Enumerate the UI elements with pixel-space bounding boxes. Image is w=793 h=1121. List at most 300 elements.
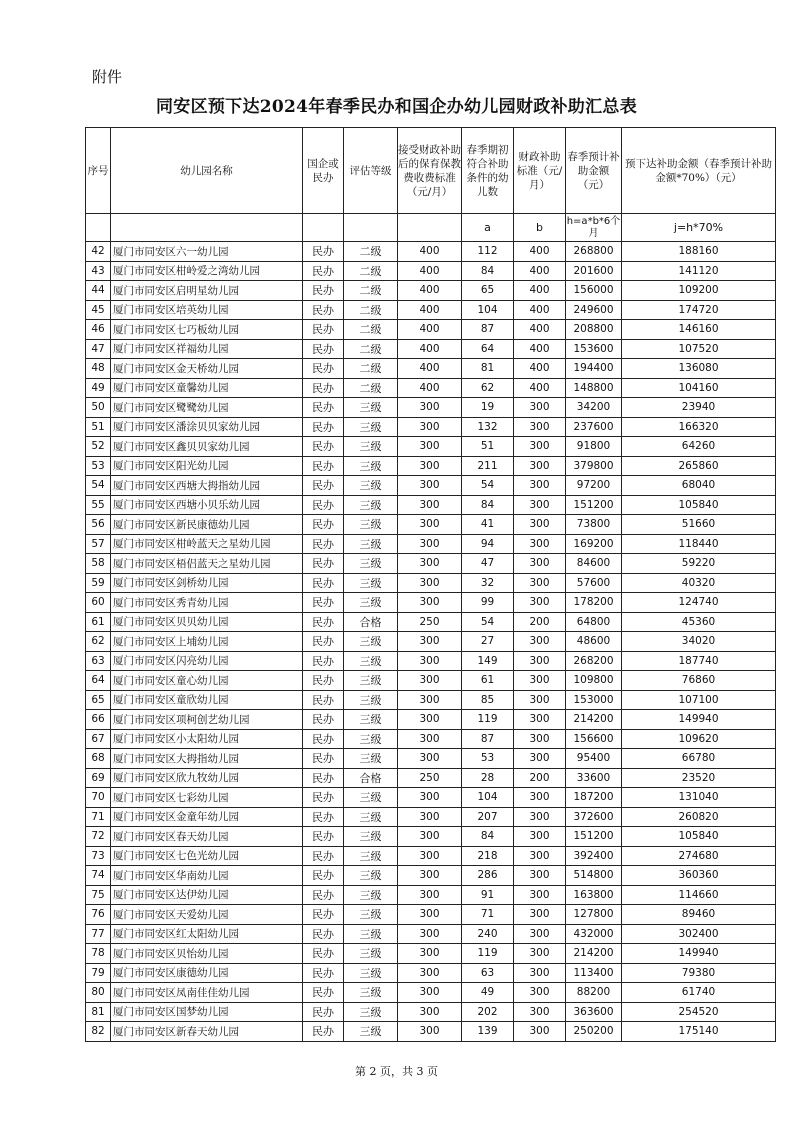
table-row bbox=[86, 1002, 776, 1022]
child-count: 218 bbox=[462, 846, 514, 866]
spring-amount: 156600 bbox=[566, 729, 622, 749]
spring-amount: 64800 bbox=[566, 612, 622, 632]
fee-standard: 300 bbox=[398, 1002, 462, 1022]
issued-amount: 360360 bbox=[622, 866, 776, 886]
issued-amount: 107100 bbox=[622, 690, 776, 710]
spring-amount: 127800 bbox=[566, 905, 622, 925]
table-row bbox=[86, 651, 776, 671]
grade: 二级 bbox=[344, 281, 398, 301]
kindergarten-name: 厦门市同安区康德幼儿园 bbox=[111, 963, 303, 983]
subsidy-standard: 300 bbox=[514, 417, 566, 437]
table-row bbox=[86, 963, 776, 983]
grade: 三级 bbox=[344, 456, 398, 476]
subsidy-standard: 400 bbox=[514, 378, 566, 398]
subsidy-table bbox=[85, 127, 776, 1042]
ownership-type: 民办 bbox=[303, 398, 344, 418]
spring-amount: 88200 bbox=[566, 983, 622, 1003]
ownership-type: 民办 bbox=[303, 456, 344, 476]
subsidy-standard: 300 bbox=[514, 905, 566, 925]
kindergarten-name: 厦门市同安区剑桥幼儿园 bbox=[111, 573, 303, 593]
ownership-type: 民办 bbox=[303, 378, 344, 398]
subsidy-standard: 300 bbox=[514, 398, 566, 418]
spring-amount: 97200 bbox=[566, 476, 622, 496]
table-row bbox=[86, 632, 776, 652]
formula-row bbox=[86, 214, 776, 242]
spring-amount: 214200 bbox=[566, 710, 622, 730]
formula-cell bbox=[344, 214, 398, 242]
formula-cell bbox=[398, 214, 462, 242]
grade: 二级 bbox=[344, 320, 398, 340]
formula-cell: h=a*b*6个月 bbox=[566, 214, 622, 242]
spring-amount: 48600 bbox=[566, 632, 622, 652]
spring-amount: 156000 bbox=[566, 281, 622, 301]
subsidy-standard: 300 bbox=[514, 827, 566, 847]
table-row bbox=[86, 515, 776, 535]
ownership-type: 民办 bbox=[303, 710, 344, 730]
table-row bbox=[86, 671, 776, 691]
issued-amount: 104160 bbox=[622, 378, 776, 398]
row-index: 69 bbox=[86, 768, 111, 788]
fee-standard: 300 bbox=[398, 924, 462, 944]
grade: 二级 bbox=[344, 300, 398, 320]
row-index: 54 bbox=[86, 476, 111, 496]
kindergarten-name: 厦门市同安区西塘大拇指幼儿园 bbox=[111, 476, 303, 496]
issued-amount: 114660 bbox=[622, 885, 776, 905]
child-count: 19 bbox=[462, 398, 514, 418]
table-row bbox=[86, 885, 776, 905]
table-row bbox=[86, 398, 776, 418]
kindergarten-name: 厦门市同安区欣九牧幼儿园 bbox=[111, 768, 303, 788]
table-row bbox=[86, 690, 776, 710]
child-count: 51 bbox=[462, 437, 514, 457]
kindergarten-name: 厦门市同安区潘涂贝贝家幼儿园 bbox=[111, 417, 303, 437]
fee-standard: 400 bbox=[398, 300, 462, 320]
grade: 三级 bbox=[344, 593, 398, 613]
row-index: 55 bbox=[86, 495, 111, 515]
fee-standard: 300 bbox=[398, 944, 462, 964]
kindergarten-name: 厦门市同安区春天幼儿园 bbox=[111, 827, 303, 847]
child-count: 28 bbox=[462, 768, 514, 788]
issued-amount: 149940 bbox=[622, 944, 776, 964]
kindergarten-name: 厦门市同安区柑岭蓝天之星幼儿园 bbox=[111, 534, 303, 554]
row-index: 82 bbox=[86, 1022, 111, 1042]
grade: 三级 bbox=[344, 788, 398, 808]
ownership-type: 民办 bbox=[303, 905, 344, 925]
spring-amount: 91800 bbox=[566, 437, 622, 457]
fee-standard: 400 bbox=[398, 242, 462, 262]
table-row bbox=[86, 866, 776, 886]
issued-amount: 107520 bbox=[622, 339, 776, 359]
spring-amount: 249600 bbox=[566, 300, 622, 320]
spring-amount: 194400 bbox=[566, 359, 622, 379]
row-index: 52 bbox=[86, 437, 111, 457]
issued-amount: 76860 bbox=[622, 671, 776, 691]
table-row bbox=[86, 729, 776, 749]
spring-amount: 432000 bbox=[566, 924, 622, 944]
fee-standard: 400 bbox=[398, 281, 462, 301]
fee-standard: 300 bbox=[398, 1022, 462, 1042]
kindergarten-name: 厦门市同安区童馨幼儿园 bbox=[111, 378, 303, 398]
child-count: 84 bbox=[462, 495, 514, 515]
fee-standard: 300 bbox=[398, 515, 462, 535]
child-count: 84 bbox=[462, 261, 514, 281]
spring-amount: 153600 bbox=[566, 339, 622, 359]
spring-amount: 113400 bbox=[566, 963, 622, 983]
subsidy-standard: 400 bbox=[514, 281, 566, 301]
header-subsidy-standard: 财政补助标准（元/月） bbox=[514, 128, 566, 214]
ownership-type: 民办 bbox=[303, 612, 344, 632]
child-count: 139 bbox=[462, 1022, 514, 1042]
subsidy-standard: 300 bbox=[514, 846, 566, 866]
table-row bbox=[86, 456, 776, 476]
ownership-type: 民办 bbox=[303, 729, 344, 749]
row-index: 47 bbox=[86, 339, 111, 359]
spring-amount: 208800 bbox=[566, 320, 622, 340]
table-row bbox=[86, 905, 776, 925]
child-count: 132 bbox=[462, 417, 514, 437]
child-count: 47 bbox=[462, 554, 514, 574]
subsidy-standard: 300 bbox=[514, 632, 566, 652]
row-index: 42 bbox=[86, 242, 111, 262]
subsidy-standard: 400 bbox=[514, 261, 566, 281]
ownership-type: 民办 bbox=[303, 788, 344, 808]
fee-standard: 300 bbox=[398, 729, 462, 749]
fee-standard: 300 bbox=[398, 866, 462, 886]
issued-amount: 136080 bbox=[622, 359, 776, 379]
issued-amount: 141120 bbox=[622, 261, 776, 281]
header-type: 国企或民办 bbox=[303, 128, 344, 214]
issued-amount: 302400 bbox=[622, 924, 776, 944]
table-row bbox=[86, 924, 776, 944]
table-row bbox=[86, 417, 776, 437]
ownership-type: 民办 bbox=[303, 515, 344, 535]
issued-amount: 254520 bbox=[622, 1002, 776, 1022]
subsidy-standard: 300 bbox=[514, 788, 566, 808]
subsidy-standard: 300 bbox=[514, 866, 566, 886]
subsidy-standard: 400 bbox=[514, 339, 566, 359]
grade: 三级 bbox=[344, 749, 398, 769]
kindergarten-name: 厦门市同安区小太阳幼儿园 bbox=[111, 729, 303, 749]
spring-amount: 178200 bbox=[566, 593, 622, 613]
grade: 三级 bbox=[344, 417, 398, 437]
subsidy-standard: 400 bbox=[514, 359, 566, 379]
fee-standard: 300 bbox=[398, 534, 462, 554]
child-count: 41 bbox=[462, 515, 514, 535]
issued-amount: 23940 bbox=[622, 398, 776, 418]
kindergarten-name: 厦门市同安区红太阳幼儿园 bbox=[111, 924, 303, 944]
spring-amount: 187200 bbox=[566, 788, 622, 808]
table-body bbox=[86, 242, 776, 1042]
child-count: 211 bbox=[462, 456, 514, 476]
ownership-type: 民办 bbox=[303, 846, 344, 866]
child-count: 112 bbox=[462, 242, 514, 262]
issued-amount: 66780 bbox=[622, 749, 776, 769]
kindergarten-name: 厦门市同安区七色光幼儿园 bbox=[111, 846, 303, 866]
grade: 三级 bbox=[344, 1022, 398, 1042]
grade: 二级 bbox=[344, 359, 398, 379]
issued-amount: 260820 bbox=[622, 807, 776, 827]
child-count: 54 bbox=[462, 612, 514, 632]
issued-amount: 187740 bbox=[622, 651, 776, 671]
grade: 合格 bbox=[344, 612, 398, 632]
grade: 三级 bbox=[344, 534, 398, 554]
spring-amount: 57600 bbox=[566, 573, 622, 593]
formula-cell bbox=[86, 214, 111, 242]
kindergarten-name: 厦门市同安区华南幼儿园 bbox=[111, 866, 303, 886]
row-index: 44 bbox=[86, 281, 111, 301]
subsidy-standard: 300 bbox=[514, 495, 566, 515]
formula-cell: b bbox=[514, 214, 566, 242]
table-row bbox=[86, 495, 776, 515]
subsidy-standard: 300 bbox=[514, 885, 566, 905]
row-index: 67 bbox=[86, 729, 111, 749]
kindergarten-name: 厦门市同安区贝怡幼儿园 bbox=[111, 944, 303, 964]
kindergarten-name: 厦门市同安区七彩幼儿园 bbox=[111, 788, 303, 808]
child-count: 49 bbox=[462, 983, 514, 1003]
kindergarten-name: 厦门市同安区大拇指幼儿园 bbox=[111, 749, 303, 769]
table-row bbox=[86, 749, 776, 769]
grade: 二级 bbox=[344, 261, 398, 281]
spring-amount: 163800 bbox=[566, 885, 622, 905]
subsidy-standard: 300 bbox=[514, 456, 566, 476]
ownership-type: 民办 bbox=[303, 476, 344, 496]
row-index: 61 bbox=[86, 612, 111, 632]
fee-standard: 300 bbox=[398, 651, 462, 671]
fee-standard: 300 bbox=[398, 749, 462, 769]
ownership-type: 民办 bbox=[303, 749, 344, 769]
grade: 三级 bbox=[344, 983, 398, 1003]
issued-amount: 105840 bbox=[622, 495, 776, 515]
table-row bbox=[86, 788, 776, 808]
row-index: 80 bbox=[86, 983, 111, 1003]
table-row bbox=[86, 437, 776, 457]
table-row bbox=[86, 320, 776, 340]
spring-amount: 33600 bbox=[566, 768, 622, 788]
row-index: 71 bbox=[86, 807, 111, 827]
subsidy-standard: 300 bbox=[514, 749, 566, 769]
row-index: 79 bbox=[86, 963, 111, 983]
issued-amount: 149940 bbox=[622, 710, 776, 730]
ownership-type: 民办 bbox=[303, 963, 344, 983]
issued-amount: 68040 bbox=[622, 476, 776, 496]
row-index: 73 bbox=[86, 846, 111, 866]
grade: 三级 bbox=[344, 710, 398, 730]
fee-standard: 400 bbox=[398, 339, 462, 359]
kindergarten-name: 厦门市同安区童欣幼儿园 bbox=[111, 690, 303, 710]
child-count: 119 bbox=[462, 944, 514, 964]
child-count: 63 bbox=[462, 963, 514, 983]
table-row bbox=[86, 378, 776, 398]
kindergarten-name: 厦门市同安区鹭鹭幼儿园 bbox=[111, 398, 303, 418]
ownership-type: 民办 bbox=[303, 866, 344, 886]
header-fee-standard: 接受财政补助后的保育保教费收费标准（元/月） bbox=[398, 128, 462, 214]
spring-amount: 372600 bbox=[566, 807, 622, 827]
formula-cell bbox=[111, 214, 303, 242]
ownership-type: 民办 bbox=[303, 1002, 344, 1022]
grade: 三级 bbox=[344, 495, 398, 515]
spring-amount: 201600 bbox=[566, 261, 622, 281]
issued-amount: 34020 bbox=[622, 632, 776, 652]
subsidy-standard: 300 bbox=[514, 729, 566, 749]
row-index: 51 bbox=[86, 417, 111, 437]
grade: 二级 bbox=[344, 378, 398, 398]
grade: 三级 bbox=[344, 846, 398, 866]
subsidy-standard: 300 bbox=[514, 437, 566, 457]
child-count: 94 bbox=[462, 534, 514, 554]
grade: 三级 bbox=[344, 573, 398, 593]
kindergarten-name: 厦门市同安区七巧板幼儿园 bbox=[111, 320, 303, 340]
fee-standard: 400 bbox=[398, 378, 462, 398]
spring-amount: 214200 bbox=[566, 944, 622, 964]
table-row bbox=[86, 261, 776, 281]
issued-amount: 175140 bbox=[622, 1022, 776, 1042]
child-count: 85 bbox=[462, 690, 514, 710]
issued-amount: 79380 bbox=[622, 963, 776, 983]
grade: 二级 bbox=[344, 242, 398, 262]
kindergarten-name: 厦门市同安区西塘小贝乐幼儿园 bbox=[111, 495, 303, 515]
table-row bbox=[86, 593, 776, 613]
issued-amount: 23520 bbox=[622, 768, 776, 788]
child-count: 240 bbox=[462, 924, 514, 944]
row-index: 66 bbox=[86, 710, 111, 730]
row-index: 77 bbox=[86, 924, 111, 944]
row-index: 43 bbox=[86, 261, 111, 281]
row-index: 74 bbox=[86, 866, 111, 886]
child-count: 87 bbox=[462, 320, 514, 340]
fee-standard: 300 bbox=[398, 788, 462, 808]
kindergarten-name: 厦门市同安区国梦幼儿园 bbox=[111, 1002, 303, 1022]
ownership-type: 民办 bbox=[303, 827, 344, 847]
subsidy-standard: 300 bbox=[514, 671, 566, 691]
issued-amount: 265860 bbox=[622, 456, 776, 476]
kindergarten-name: 厦门市同安区上埔幼儿园 bbox=[111, 632, 303, 652]
ownership-type: 民办 bbox=[303, 671, 344, 691]
fee-standard: 300 bbox=[398, 417, 462, 437]
child-count: 53 bbox=[462, 749, 514, 769]
kindergarten-name: 厦门市同安区凤南佳佳幼儿园 bbox=[111, 983, 303, 1003]
table-row bbox=[86, 242, 776, 262]
header-issued-amount: 预下达补助金额（春季预计补助金额*70%）（元） bbox=[622, 128, 776, 214]
kindergarten-name: 厦门市同安区鑫贝贝家幼儿园 bbox=[111, 437, 303, 457]
grade: 三级 bbox=[344, 827, 398, 847]
ownership-type: 民办 bbox=[303, 534, 344, 554]
kindergarten-name: 厦门市同安区金天桥幼儿园 bbox=[111, 359, 303, 379]
child-count: 64 bbox=[462, 339, 514, 359]
ownership-type: 民办 bbox=[303, 632, 344, 652]
table-row bbox=[86, 983, 776, 1003]
ownership-type: 民办 bbox=[303, 768, 344, 788]
subsidy-standard: 400 bbox=[514, 320, 566, 340]
ownership-type: 民办 bbox=[303, 495, 344, 515]
table-row bbox=[86, 827, 776, 847]
spring-amount: 151200 bbox=[566, 495, 622, 515]
spring-amount: 84600 bbox=[566, 554, 622, 574]
fee-standard: 250 bbox=[398, 612, 462, 632]
ownership-type: 民办 bbox=[303, 944, 344, 964]
ownership-type: 民办 bbox=[303, 885, 344, 905]
child-count: 104 bbox=[462, 788, 514, 808]
spring-amount: 153000 bbox=[566, 690, 622, 710]
fee-standard: 300 bbox=[398, 905, 462, 925]
grade: 三级 bbox=[344, 963, 398, 983]
ownership-type: 民办 bbox=[303, 573, 344, 593]
child-count: 84 bbox=[462, 827, 514, 847]
fee-standard: 300 bbox=[398, 983, 462, 1003]
subsidy-standard: 300 bbox=[514, 963, 566, 983]
child-count: 62 bbox=[462, 378, 514, 398]
formula-cell: a bbox=[462, 214, 514, 242]
issued-amount: 61740 bbox=[622, 983, 776, 1003]
subsidy-standard: 300 bbox=[514, 1022, 566, 1042]
ownership-type: 民办 bbox=[303, 320, 344, 340]
kindergarten-name: 厦门市同安区祥福幼儿园 bbox=[111, 339, 303, 359]
child-count: 202 bbox=[462, 1002, 514, 1022]
subsidy-standard: 300 bbox=[514, 807, 566, 827]
spring-amount: 73800 bbox=[566, 515, 622, 535]
fee-standard: 300 bbox=[398, 476, 462, 496]
ownership-type: 民办 bbox=[303, 300, 344, 320]
ownership-type: 民办 bbox=[303, 437, 344, 457]
spring-amount: 148800 bbox=[566, 378, 622, 398]
grade: 三级 bbox=[344, 885, 398, 905]
table-row bbox=[86, 807, 776, 827]
kindergarten-name: 厦门市同安区培英幼儿园 bbox=[111, 300, 303, 320]
row-index: 50 bbox=[86, 398, 111, 418]
grade: 三级 bbox=[344, 515, 398, 535]
ownership-type: 民办 bbox=[303, 651, 344, 671]
subsidy-standard: 300 bbox=[514, 651, 566, 671]
row-index: 76 bbox=[86, 905, 111, 925]
issued-amount: 131040 bbox=[622, 788, 776, 808]
kindergarten-name: 厦门市同安区秀青幼儿园 bbox=[111, 593, 303, 613]
header-name: 幼儿园名称 bbox=[111, 128, 303, 214]
issued-amount: 45360 bbox=[622, 612, 776, 632]
fee-standard: 300 bbox=[398, 398, 462, 418]
row-index: 63 bbox=[86, 651, 111, 671]
child-count: 81 bbox=[462, 359, 514, 379]
child-count: 61 bbox=[462, 671, 514, 691]
grade: 三级 bbox=[344, 651, 398, 671]
spring-amount: 34200 bbox=[566, 398, 622, 418]
kindergarten-name: 厦门市同安区柑岭爱之湾幼儿园 bbox=[111, 261, 303, 281]
kindergarten-name: 厦门市同安区童心幼儿园 bbox=[111, 671, 303, 691]
subsidy-standard: 200 bbox=[514, 768, 566, 788]
issued-amount: 105840 bbox=[622, 827, 776, 847]
ownership-type: 民办 bbox=[303, 690, 344, 710]
fee-standard: 300 bbox=[398, 632, 462, 652]
child-count: 104 bbox=[462, 300, 514, 320]
table-row bbox=[86, 281, 776, 301]
spring-amount: 151200 bbox=[566, 827, 622, 847]
row-index: 59 bbox=[86, 573, 111, 593]
table-row bbox=[86, 476, 776, 496]
spring-amount: 379800 bbox=[566, 456, 622, 476]
issued-amount: 174720 bbox=[622, 300, 776, 320]
table-row bbox=[86, 300, 776, 320]
table-row bbox=[86, 534, 776, 554]
table-row bbox=[86, 846, 776, 866]
issued-amount: 51660 bbox=[622, 515, 776, 535]
kindergarten-name: 厦门市同安区新春天幼儿园 bbox=[111, 1022, 303, 1042]
fee-standard: 300 bbox=[398, 554, 462, 574]
fee-standard: 300 bbox=[398, 846, 462, 866]
grade: 三级 bbox=[344, 554, 398, 574]
child-count: 99 bbox=[462, 593, 514, 613]
child-count: 286 bbox=[462, 866, 514, 886]
row-index: 65 bbox=[86, 690, 111, 710]
subsidy-standard: 300 bbox=[514, 554, 566, 574]
row-index: 78 bbox=[86, 944, 111, 964]
